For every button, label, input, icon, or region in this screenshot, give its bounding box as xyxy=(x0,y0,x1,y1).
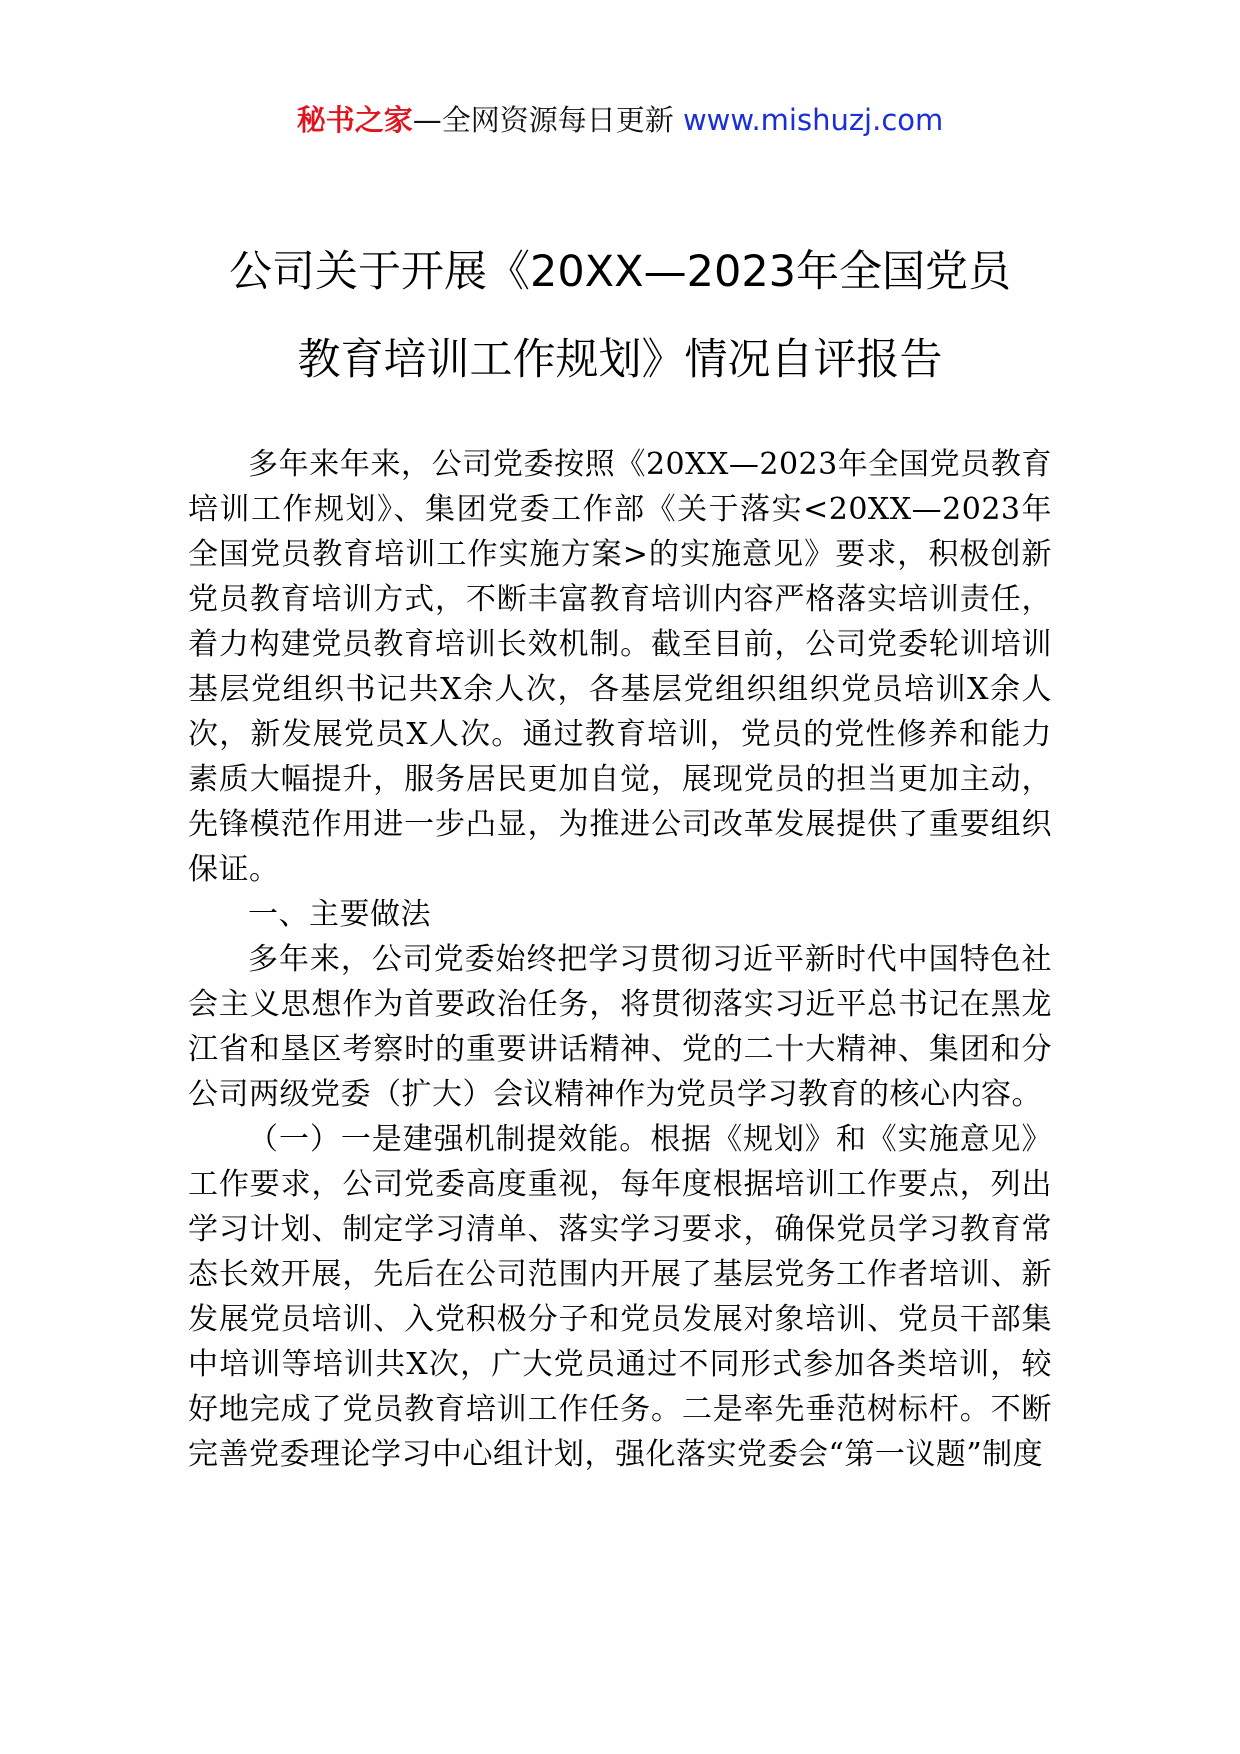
subsection-paragraph: （一）一是建强机制提效能。根据《规划》和《实施意见》工作要求，公司党委高度重视，每年度根据培训工作要点，列出学习计划、制定学习清单、落实学习要求，确保党员学习教育常态长效开展，先后在公司范围内开展了基层党务工作者培训、新发展党员培训、入党积极分子和党员发展对象培训、党员干部集中培训等培训共X次，广大党员通过不同形式参加各类培训，较好地完成了党员教育培训工作任务。二是率先垂范树标杆。不断完善党委理论学习中心组计划，强化落实党委会“第一议题”制度 xyxy=(188,1122,1052,1472)
section-paragraph: 多年来，公司党委始终把学习贯彻习近平新时代中国特色社会主义思想作为首要政治任务，将贯彻落实习近平总书记在黑龙江省和垦区考察时的重要讲话精神、党的二十大精神、集团和分公司两级党委（扩大）会议精神作为党员学习教育的核心内容。 xyxy=(188,942,1052,1112)
section-heading-main-practices: 一、主要做法 xyxy=(248,897,431,932)
document-title xyxy=(0,228,1240,404)
site-brand: 秘书之家 xyxy=(296,103,413,137)
site-url-link[interactable]: www.mishuzj.com xyxy=(682,103,944,137)
site-slogan: —全网资源每日更新 xyxy=(412,103,683,137)
intro-paragraph: 多年来年来，公司党委按照《20XX—2023年全国党员教育培训工作规划》、集团党委工作部《关于落实<20XX—2023年全国党员教育培训工作实施方案>的实施意见》要求，积极创新党员教育培训方式，不断丰富教育培训内容严格落实培训责任，着力构建党员教育培训长效机制。截至目前，公司党委轮训培训基层党组织书记共X余人次，各基层党组织组织党员培训X余人次，新发展党员X人次。通过教育培训，党员的党性修养和能力素质大幅提升，服务居民更加自觉，展现党员的担当更加主动，先锋模范作用进一步凸显，为推进公司改革发展提供了重要组织保证。 xyxy=(188,447,1052,887)
site-header xyxy=(0,100,1240,140)
title-line-1: 公司关于开展《20XX—2023年全国党员 xyxy=(228,247,1012,297)
title-line-2: 教育培训工作规划》情况自评报告 xyxy=(297,335,943,385)
document-body xyxy=(188,442,1052,1477)
